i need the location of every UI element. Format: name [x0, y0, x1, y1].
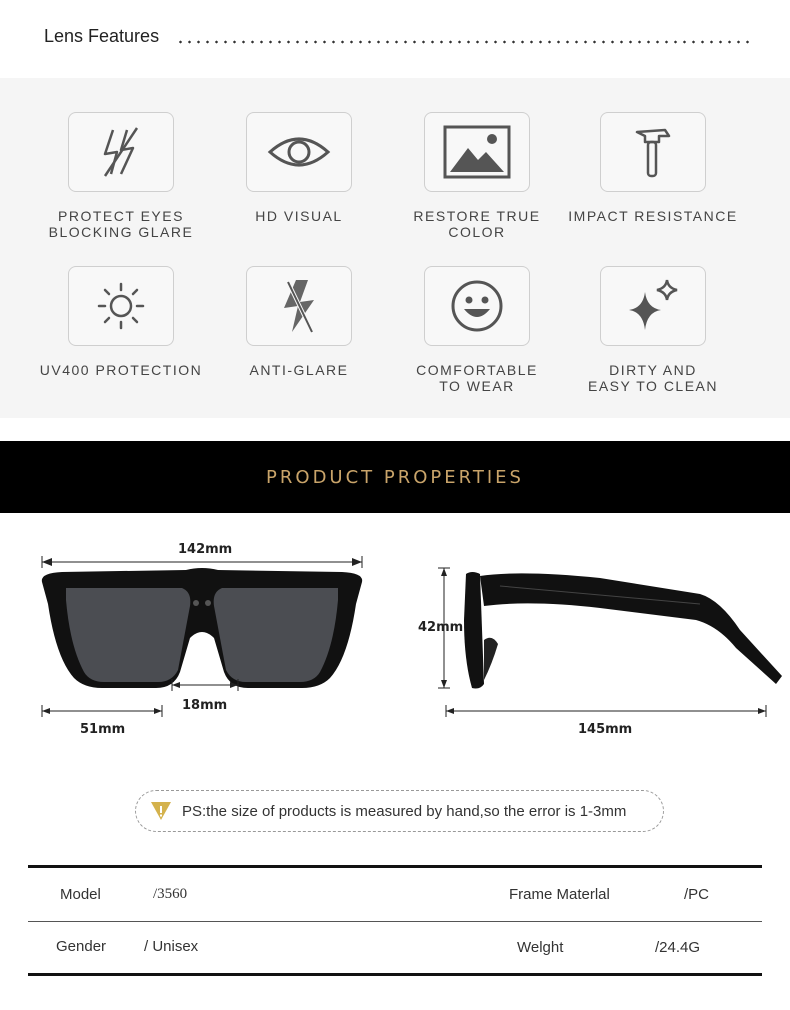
eye-icon [266, 130, 332, 174]
lightning-slash-icon [91, 122, 151, 182]
side-view-diagram [400, 540, 790, 740]
table-bottom-rule [28, 973, 762, 976]
feature-anti-glare [209, 266, 389, 378]
smiley-icon [450, 279, 504, 333]
feature-label: RESTORE TRUE COLOR [413, 208, 541, 240]
hammer-icon [631, 124, 675, 180]
feature-label: ANTI-GLARE [249, 362, 349, 378]
feature-label: HD VISUAL [255, 208, 343, 224]
total-width-label: 142mm [178, 542, 233, 557]
picture-icon [442, 124, 512, 180]
bridge-label: 18mm [182, 698, 228, 713]
feature-hd-visual [209, 112, 389, 224]
feature-label: DIRTY AND EASY TO CLEAN [588, 362, 718, 394]
lightning-icon [274, 276, 324, 336]
model-value: /3560 [153, 886, 188, 902]
dotted-divider [176, 40, 751, 44]
features-panel [0, 78, 790, 418]
frame-material-label: Frame Materlal [509, 886, 610, 903]
sparkle-icon [623, 278, 683, 334]
feature-comfortable [387, 266, 567, 394]
feature-label: PROTECT EYES BLOCKING GLARE [48, 208, 194, 240]
warning-icon [150, 801, 172, 821]
feature-uv400 [31, 266, 211, 378]
gender-value: / Unisex [144, 938, 199, 955]
sun-icon [96, 281, 146, 331]
feature-label: IMPACT RESISTANCE [568, 208, 738, 224]
temple-length-label: 145mm [578, 722, 633, 737]
feature-true-color [387, 112, 567, 240]
table-middle-rule [28, 921, 762, 922]
feature-protect-eyes [31, 112, 211, 240]
feature-impact [563, 112, 743, 224]
feature-label: UV400 PROTECTION [39, 362, 203, 378]
note-text: PS:the size of products is measured by hand,so the error is 1-3mm [182, 802, 627, 820]
feature-label: COMFORTABLE TO WEAR [416, 362, 538, 394]
lens-height-label: 42mm [418, 620, 464, 635]
feature-easy-clean [563, 266, 743, 394]
gender-label: Gender [56, 938, 107, 955]
lens-width-label: 51mm [80, 722, 126, 737]
model-label: Model [60, 886, 101, 903]
measurement-note [135, 790, 664, 832]
product-properties-band [0, 441, 790, 513]
weight-value: /24.4G [655, 939, 701, 956]
table-top-rule [28, 865, 762, 868]
product-properties-title: PRODUCT PROPERTIES [266, 467, 524, 488]
weight-label: Welght [517, 939, 564, 956]
lens-features-title: Lens Features [44, 26, 160, 46]
frame-material-value: /PC [684, 886, 710, 903]
